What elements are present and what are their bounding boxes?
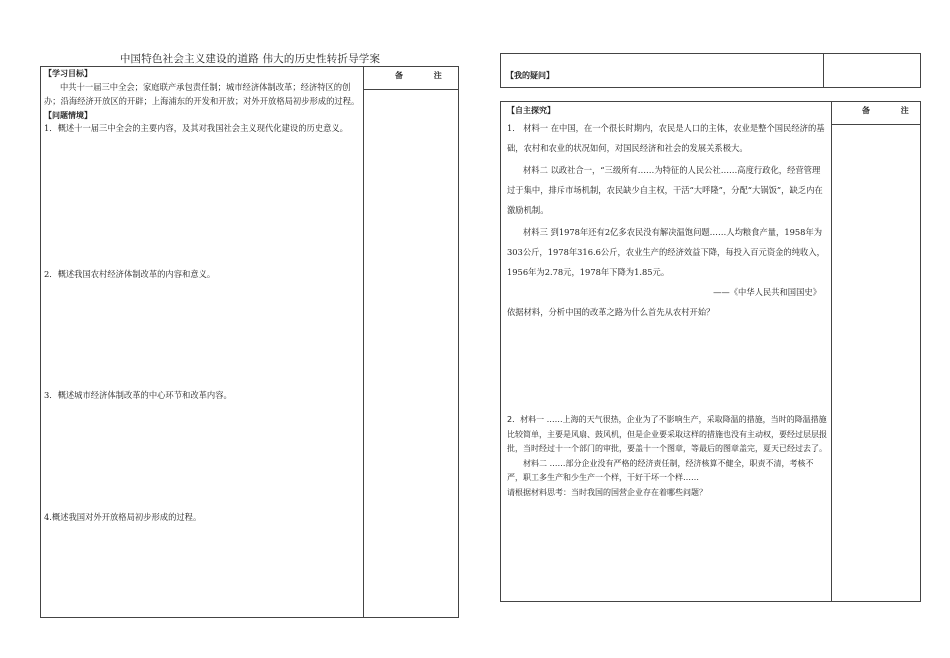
right-notes-divider [831,101,832,602]
material-1: 1． 材料一 在中国，在一个很长时期内，农民是人口的主体，农业是整个国民经济的基础，农村和农业的状况如何，对国民经济和社会的发展关系极大。 [507,123,825,153]
goals-heading: 【学习目标】 [44,69,92,78]
question-1: 1．概述十一届三中全会的主要内容，及其对我国社会主义现代化建设的历史意义。 [44,123,348,133]
material-source: ——《中华人民共和国国史》 [713,287,821,297]
explore-content [507,118,827,322]
left-worksheet-table [40,66,459,618]
doubts-heading: 【我的疑问】 [506,71,554,80]
left-notes-divider [363,66,364,618]
material-2-2: 材料二 ……部分企业没有严格的经济责任制，经济核算不健全，职责不清，考核不严，职工多生产和少生产一个样，干好干坏一个样…… [507,458,814,482]
right-notes-label: 备 注 [862,106,923,115]
left-content [44,68,360,136]
goals-text: 中共十一届三中全会；家庭联产承包责任制；城市经济体制改革；经济特区的创办；沿海经济开放区的开辟；上海浦东的开发和开放；对外开放格局初步形成的过程。 [44,82,360,106]
page-title: 中国特色社会主义建设的道路 伟大的历史性转折导学案 [119,53,381,65]
question-3: 3．概述城市经济体制改革的中心环节和改革内容。 [44,390,232,400]
question-4: 4.概述我国对外开放格局初步形成的过程。 [44,512,202,522]
right-notes-underline [831,124,921,125]
left-notes-label: 备 注 [395,71,456,80]
explore-content-2 [507,413,827,500]
question-2: 2．概述我国农村经济体制改革的内容和意义。 [44,269,216,279]
material-3: 材料三 到1978年还有2亿多农民没有解决温饱问题……人均粮食产量，1958年为303公斤，1978年316.6公斤，农业生产的经济效益下降，每投入百元资金的纯收入，1956年为2.78元，1978年下降为1.85元。 [507,227,825,277]
material-2: 材料二 以政社合一，“三级所有……为特征的人民公社……高度行政化，经营管理过于集中，排斥市场机制，农民缺少自主权，干活“大呼隆”，分配“大锅饭”，缺乏内在激励机制。 [507,165,823,215]
problems-heading: 【问题情境】 [44,111,92,120]
explore-heading: 【自主探究】 [507,106,555,115]
left-notes-underline [363,89,459,90]
material-2-1: 2．材料一 ……上海的天气很热，企业为了不影响生产，采取降温的措施，当时的降温措施比较简单，主要是风扇、鼓风机，但是企业要采取这样的措施也没有主动权，要经过层层报批，当时经过十一个部门的审批，要盖十一个图章，等最后的图章盖完，夏天已经过去了。 [507,415,827,453]
question-why-rural: 依据材料，分析中国的改革之路为什么首先从农村开始？ [507,307,715,317]
doubts-divider [823,53,824,88]
doubts-box [500,53,921,88]
question-state-enterprise: 请根据材料思考：当时我国的国营企业存在着哪些问题？ [507,487,707,497]
